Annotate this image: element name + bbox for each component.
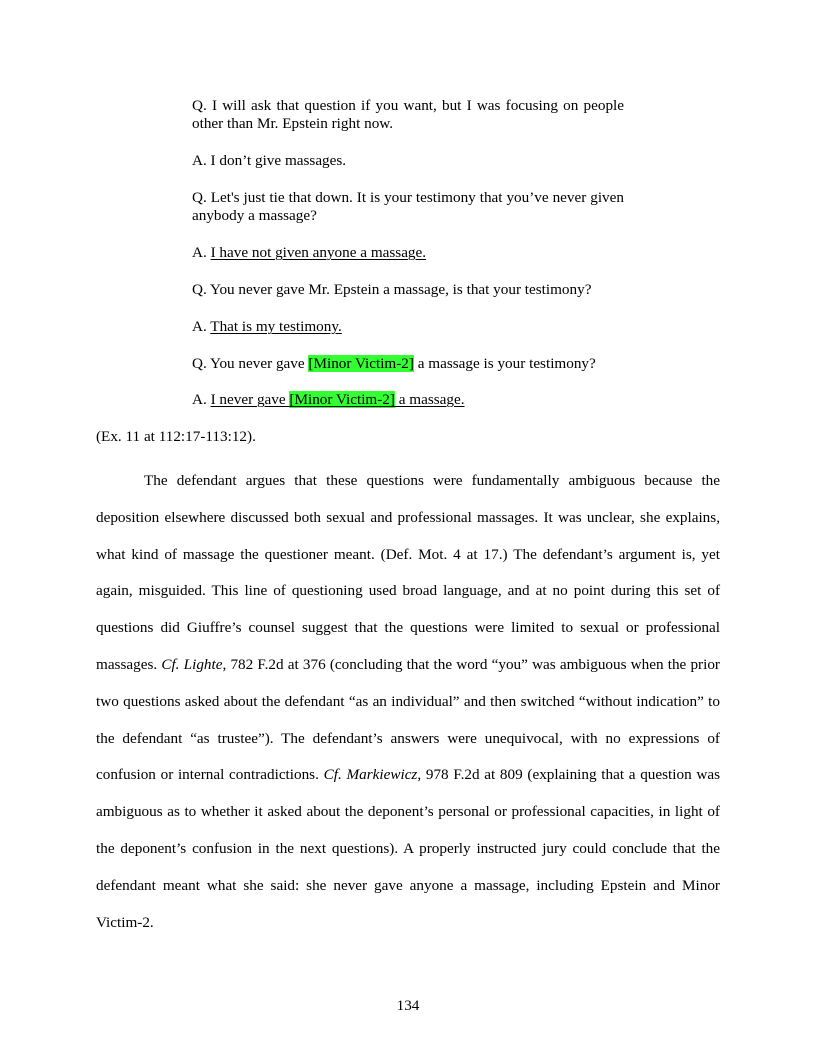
answer-prefix: A. [192, 318, 211, 335]
body-paragraph [96, 463, 720, 941]
question-2: Q. Let's just tie that down. It is your testimony that you’ve never given anybody a massage? [192, 189, 624, 224]
redaction-highlight: [Minor Victim-2] [308, 355, 414, 372]
question-4 [192, 355, 624, 373]
answer-underlined-text: That is my testimony. [210, 318, 342, 335]
case-name: Lighte [183, 655, 223, 673]
paragraph-text: , 782 F.2d at 376 (concluding that the word “you” was ambiguous when the prior two questions asked about the defendant “as an individual” and then switched “without indication” to the defendant “as trustee”). The defendant’s answers were unequivocal, with no expressions of confusion or internal contradictions. [96, 655, 720, 784]
answer-prefix: A. [192, 244, 211, 261]
question-1: Q. I will ask that question if you want, but I was focusing on people other than Mr. Epstein right now. [192, 97, 624, 132]
redaction-highlight: [Minor Victim-2] [289, 391, 395, 408]
case-name: Markiewicz [346, 766, 418, 784]
page-number: 134 [396, 997, 420, 1014]
paragraph-text: , 978 F.2d at 809 (explaining that a question was ambiguous as to whether it asked about the deponent’s personal or professional capacities, in light of the deponent’s confusion in the next questions). A properly instructed jury could conclude that the defendant meant what she said: she never gave anyone a massage, including Epstein and Minor Victim-2. [96, 766, 721, 931]
answer-2 [192, 244, 624, 262]
answer-prefix: A. [192, 391, 211, 408]
answer-underlined-text: I never gave [210, 391, 290, 408]
exhibit-citation: (Ex. 11 at 112:17-113:12). [96, 428, 256, 445]
answer-3 [192, 318, 624, 336]
answer-4 [192, 391, 624, 409]
answer-1: A. I don’t give massages. [192, 152, 347, 169]
question-text: Q. You never gave [192, 355, 309, 372]
answer-underlined-text: I have not given anyone a massage. [210, 244, 427, 261]
question-text: a massage is your testimony? [413, 355, 596, 372]
case-signal: Cf. [161, 655, 180, 673]
question-3: Q. You never gave Mr. Epstein a massage, is that your testimony? [192, 281, 592, 298]
paragraph-text: The defendant argues that these questions were fundamentally ambiguous because the deposition elsewhere discussed both sexual and professional massages. It was unclear, she explains, what kind of massage the questioner meant. (Def. Mot. 4 at 17.) The defendant’s argument is, yet again, misguided. This line of questioning used broad language, and at no point during this set of questions did Giuffre’s counsel suggest that the questions were limited to sexual or professional massages. [96, 472, 720, 673]
case-signal: Cf. [323, 766, 342, 784]
answer-underlined-text: a massage. [394, 391, 465, 408]
